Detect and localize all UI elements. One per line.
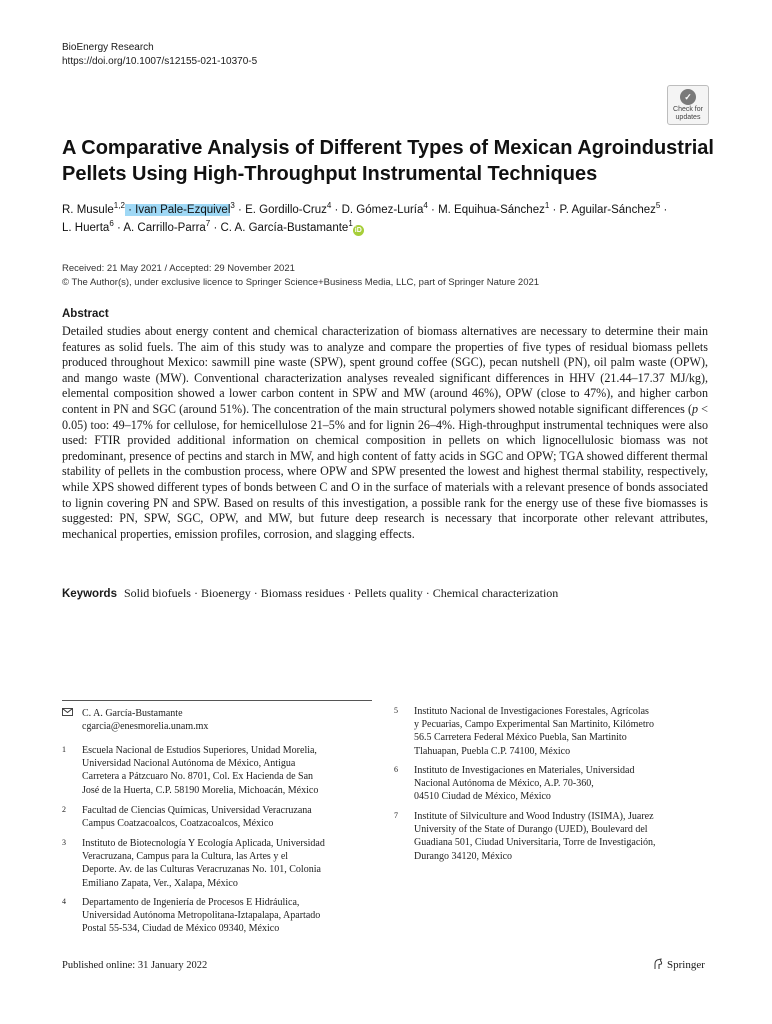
author-affiliation: 1,2: [113, 201, 125, 211]
affiliation-line: Tlahuapan, Puebla C.P. 74100, México: [414, 745, 571, 757]
author-affiliation: 4: [326, 201, 332, 211]
affiliation-line: José de la Huerta, C.P. 58190 Morelia, Michoacán, México: [82, 784, 319, 796]
affiliation-line: Instituto de Biotecnología Y Ecología Aplicada, Universidad: [82, 838, 325, 849]
springer-horse-icon: [652, 958, 664, 970]
affiliation-4: [62, 896, 372, 936]
affiliation-line: Emiliano Zapata, Ver., Xalapa, México: [82, 877, 238, 889]
publisher-name: Springer: [667, 959, 705, 971]
corresponding-author: [62, 707, 208, 733]
affiliation-line: Facultad de Ciencias Químicas, Universidad Veracruzana: [82, 805, 312, 816]
author-separator: ·: [660, 204, 668, 216]
affiliation-line: Durango 34120, México: [414, 850, 513, 862]
affiliation-line: Institute of Silviculture and Wood Industry (ISIMA), Juarez: [414, 811, 654, 822]
author-name[interactable]: P. Aguilar-Sánchez: [559, 204, 656, 216]
author-separator: ·: [124, 204, 136, 216]
author-affiliation: 1: [544, 201, 550, 211]
affiliation-line: Campus Coatzacoalcos, Coatzacoalcos, México: [82, 818, 274, 830]
contact-name: C. A. García-Bustamante: [82, 708, 183, 719]
affiliation-line: Escuela Nacional de Estudios Superiores, Unidad Morelia,: [82, 745, 317, 756]
title-line-1: A Comparative Analysis of Different Types of Mexican Agroindustrial: [62, 137, 714, 159]
author-name[interactable]: L. Huerta: [62, 222, 110, 234]
affiliation-line: Nacional Autónoma de México, A.P. 70-360,: [414, 778, 594, 790]
author-separator: ·: [331, 204, 342, 216]
keywords-heading: Keywords: [62, 588, 117, 600]
affiliation-line: Carretera a Pátzcuaro No. 8701, Col. Ex Hacienda de San: [82, 771, 314, 783]
affiliation-line: Universidad Nacional Autónoma de México, Antigua: [82, 758, 296, 770]
published-online: Published online: 31 January 2022: [62, 960, 208, 971]
affiliation-1: [62, 744, 372, 797]
copyright-notice: © The Author(s), under exclusive licence to Springer Science+Business Media, LLC, part of Springer Nature 2021: [62, 277, 540, 288]
check-updates-line2: updates: [675, 114, 701, 121]
affiliation-line: Guadiana 501, Ciudad Universitaria, Torre de Investigación,: [414, 837, 656, 849]
article-title: [62, 135, 722, 187]
affiliation-mark: 2: [62, 805, 66, 814]
check-updates-line1: Check for: [673, 106, 703, 113]
author-name[interactable]: E. Gordillo-Cruz: [245, 204, 327, 216]
affiliation-5: [394, 705, 714, 758]
affiliation-line: Instituto de Investigaciones en Materiales, Universidad: [414, 765, 635, 776]
author-separator: ·: [549, 204, 560, 216]
affiliation-mark: 3: [62, 838, 66, 847]
abstract-heading: Abstract: [62, 308, 109, 320]
abstract-part-2: < 0.05) too: 49–17% for cellulose, for hemicellulose 21–5% and for lignin 26–4%. High-throughput instrumental techniques were also used: FTIR provided additional information on chemical composition in pellets on which lignocellulosic biomass was not predominant, presence of pectins and starch in MW, and high content of fatty acids in SGC and OPW; TGA showed different thermal stability of pellets in the combustion process, where OPW and SPW presented the lowest and highest thermal stability, respectively, while XPS showed different types of bonds between C and O in the surface of materials with a relevant presence of bonds associated to lignin covering PN and SPW. Based on results of this investigation, a possible rank for the energy use of these five biomasses is suggested: PN, SPW, SGC, OPW, and MW, but future deep research is necessary that incorporate other relevant attributes, mechanical properties, emission profiles, corrosion, and slagging effects.: [62, 401, 708, 541]
affiliation-line: Veracruzana, Campus para la Cultura, las Artes y el: [82, 851, 289, 863]
envelope-icon: [62, 708, 73, 716]
affiliation-line: Departamento de Ingeniería de Procesos E Hidráulica,: [82, 897, 300, 908]
journal-name: BioEnergy Research: [62, 42, 154, 53]
affiliation-mark: 1: [62, 745, 66, 754]
author-name[interactable]: M. Equihua-Sánchez: [438, 204, 545, 216]
affiliation-7: [394, 810, 714, 863]
author-affiliation: 3: [230, 201, 235, 211]
orcid-icon[interactable]: iD: [354, 227, 362, 234]
article-dates: [62, 262, 539, 290]
affiliation-6: [394, 764, 714, 804]
author-name[interactable]: Ivan Pale-Ezquivel: [135, 204, 231, 216]
author-name[interactable]: R. Musule: [62, 204, 114, 216]
author-highlight: [125, 204, 230, 216]
affiliation-mark: 7: [394, 811, 398, 820]
author-affiliation: 6: [109, 219, 114, 229]
author-affiliation: 4: [423, 201, 428, 211]
affiliation-line: Universidad Autónoma Metropolitana-Iztapalapa, Apartado: [82, 910, 321, 922]
affiliation-mark: 5: [394, 706, 398, 715]
keywords: [62, 585, 558, 602]
affiliation-line: University of the State of Durango (UJED), Boulevard del: [414, 824, 648, 836]
abstract-text: [62, 324, 708, 542]
check-updates-icon: ✓: [680, 89, 696, 105]
check-for-updates-badge[interactable]: [667, 85, 709, 125]
affiliation-line: 04510 Ciudad de México, México: [414, 791, 551, 803]
affiliation-line: Instituto Nacional de Investigaciones Forestales, Agrícolas: [414, 706, 649, 717]
author-separator: ·: [234, 204, 246, 216]
author-affiliation: 1: [348, 219, 353, 229]
footnote-divider: [62, 700, 372, 701]
affiliation-mark: 6: [394, 765, 398, 774]
author-separator: ·: [113, 222, 124, 234]
author-name[interactable]: A. Carrillo-Parra: [123, 222, 206, 234]
author-name[interactable]: D. Gómez-Luría: [341, 204, 424, 216]
p-value-symbol: p: [691, 401, 699, 416]
received-accepted: Received: 21 May 2021 / Accepted: 29 November 2021: [62, 263, 295, 274]
author-affiliation: 5: [655, 201, 661, 211]
keywords-list: Solid biofuels · Bioenergy · Biomass residues · Pellets quality · Chemical characterization: [123, 586, 559, 600]
author-list: [62, 201, 722, 237]
affiliation-mark: 4: [62, 897, 66, 906]
doi-link[interactable]: https://doi.org/10.1007/s12155-021-10370-5: [62, 56, 258, 67]
author-separator: ·: [210, 222, 221, 234]
affiliation-3: [62, 837, 372, 890]
affiliation-line: Deporte. Av. de las Culturas Veracruzanas No. 101, Colonia: [82, 864, 321, 876]
author-separator: ·: [427, 204, 439, 216]
contact-email[interactable]: cgarcia@enesmorelia.unam.mx: [82, 721, 209, 733]
affiliation-line: Postal 55-534, Ciudad de México 09340, México: [82, 923, 280, 935]
publisher-logo[interactable]: [652, 958, 705, 971]
affiliation-line: 56.5 Carretera Federal México Puebla, San Martinito: [414, 732, 627, 744]
title-line-2: Pellets Using High-Throughput Instrumental Techniques: [62, 163, 598, 185]
abstract-part-1: Detailed studies about energy content and chemical characterization of biomass alternatives are necessary to determine their main features as solid fuels. The aim of this study was to analyze and compare the properties of five types of residual biomass pellets produced throughout Mexico: sawmill pine waste (SPW), spent ground coffee (SGC), pecan nutshell (PN), oil palm waste (OPW), and mango waste (MW). Conventional characterization analyses revealed significant differences in HHV (21.44–17.37 MJ/kg), elemental composition showed a lower carbon content in SPW and MW (around 46%), OPW (close to 47%), and higher carbon content in PN and SGC (around 51%). The concentration of the main structural polymers showed notable significant differences (: [62, 324, 708, 416]
author-affiliation: 7: [205, 219, 211, 229]
author-name[interactable]: C. A. García-Bustamante: [220, 222, 349, 234]
affiliation-line: y Pecuarias, Campo Experimental San Martinito, Kilómetro: [414, 719, 654, 731]
affiliation-2: [62, 804, 372, 830]
